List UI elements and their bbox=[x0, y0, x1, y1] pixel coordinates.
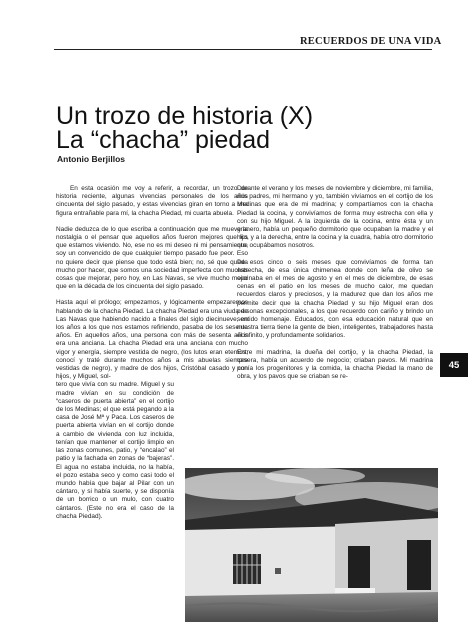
header-rule bbox=[54, 49, 432, 50]
paragraph: Durante el verano y los meses de noviembre y diciembre, mi familia, mis padres, mi hermano y yo, también vivíamos en el cortijo de los Medinas que era de mi madrina; y compartíamos con la chacha Piedad la cocina, y convivíamos de forma muy estrecha con ella y con su hijo Miguel. A la izquierda de la cocina, entre ésta y un granero, había un pequeño dormitorio que ocupaban la madre y el hijo, y a la derecha, entre la cocina y la cuadra, había otro dormitorio que ocupábamos nosotros. bbox=[237, 185, 433, 250]
paragraph: Nadie deduzca de lo que escriba a continuación que me mueve la nostalgia o el pensar que aquellos años fueron mejores que los que estamos viviendo. No, ese no es mi deseo ni mi pensamiento, soy un convencido de que cualquier tiempo pasado fue peor. Eso no quiere decir que piense que todo está bien; no, sé que queda mucho por hacer, que somos una sociedad imperfecta con muchas cosas que mejorar, pero hoy, en Las Navas, se vive mucho mejor que en la década de los cincuenta del siglo pasado. bbox=[56, 225, 248, 291]
title-line-1: Un trozo de historia (X) bbox=[56, 102, 314, 130]
paragraph: En esta ocasión me voy a referir, a recordar, un trozo de historia reciente, algunas vivencias personales de los años cincuenta del siglo pasado, y estas vivencias giran en torno a una figura entrañable para mí, la chacha Piedad, mi cuarta abuela. bbox=[56, 185, 248, 217]
paragraph: Entre mi madrina, la dueña del cortijo, y la chacha Piedad, la casera, había un acuerdo de negocio; criaban pavos. Mi madrina ponía los progenitores y la comida, la chacha Piedad la mano de obra, y los pavos que se criaban se re- bbox=[237, 348, 433, 381]
cortijo-photo-image bbox=[185, 468, 438, 622]
page-number: 45 bbox=[440, 353, 468, 377]
article-author: Antonio Berjillos bbox=[57, 154, 125, 164]
paragraph-wrap: tero que vivía con su madre. Miguel y su madre vivían en su condición de “caseros de puerta abierta” en el cortijo de los Medinas; el que está pegando a la casa de José Mª y Paca. Los caseros de puerta abierta vivían en el cortijo donde a cambio de vivienda con luz incluida, tenían que mantener el cortijo limpio en las zonas comunes, patio, y “encalao” el patio y la fachada en zonas de “bajeras”. El agua no estaba incluida, no la había, el pozo estaba seco y como casi todo el mundo había que bajar al Pilar con un cántaro, y si había suerte, y se disponía de un borrico o un mulo, con cuatro cántaros. (Este no era el caso de la chacha Piedad). bbox=[56, 381, 174, 520]
section-header: RECUERDOS DE UNA VIDA bbox=[300, 36, 442, 47]
paragraph: De esos cinco o seis meses que convivíamos de forma tan estrecha, de esa única chimenea donde con leña de olivo se cocinaba en el mes de agosto y en el mes de diciembre, de esas cenas en el patio en los meses de mucho calor, me quedan recuerdos claros y preciosos, y la madurez que dan los años me permite decir que la chacha Piedad y su hijo Miguel eran dos personas excepcionales, a los que recuerdo con cariño y brindo un sentido homenaje. Educados, con esa educación natural que en nuestra tierra tiene la gente de bien, inteligentes, trabajadores hasta el infinito, y profundamente solidarios. bbox=[237, 258, 433, 340]
article-column-right bbox=[237, 185, 433, 389]
cortijo-photo bbox=[185, 468, 438, 622]
title-line-2: La “chacha” piedad bbox=[56, 126, 271, 154]
article-title bbox=[56, 104, 436, 152]
paragraph: Hasta aquí el prólogo; empezamos, y lógicamente empezaremos hablando de la chacha Piedad. La chacha Piedad era una viuda de Las Navas que habiendo nacido a finales del siglo diecinueve, en los años a los que nos estamos refiriendo, pasaba de los sesenta años. En aquellos años, una persona con más de sesenta años era una anciana. La chacha Piedad era una anciana con mucho vigor y energía, siempre vestida de negro, (los lutos eran eternos; conocí y traté durante muchos años a mis abuelas siempre vestidas de negro), y madre de dos hijos, Cristóbal casado y con hijos, y Miguel, sol- bbox=[56, 299, 248, 381]
